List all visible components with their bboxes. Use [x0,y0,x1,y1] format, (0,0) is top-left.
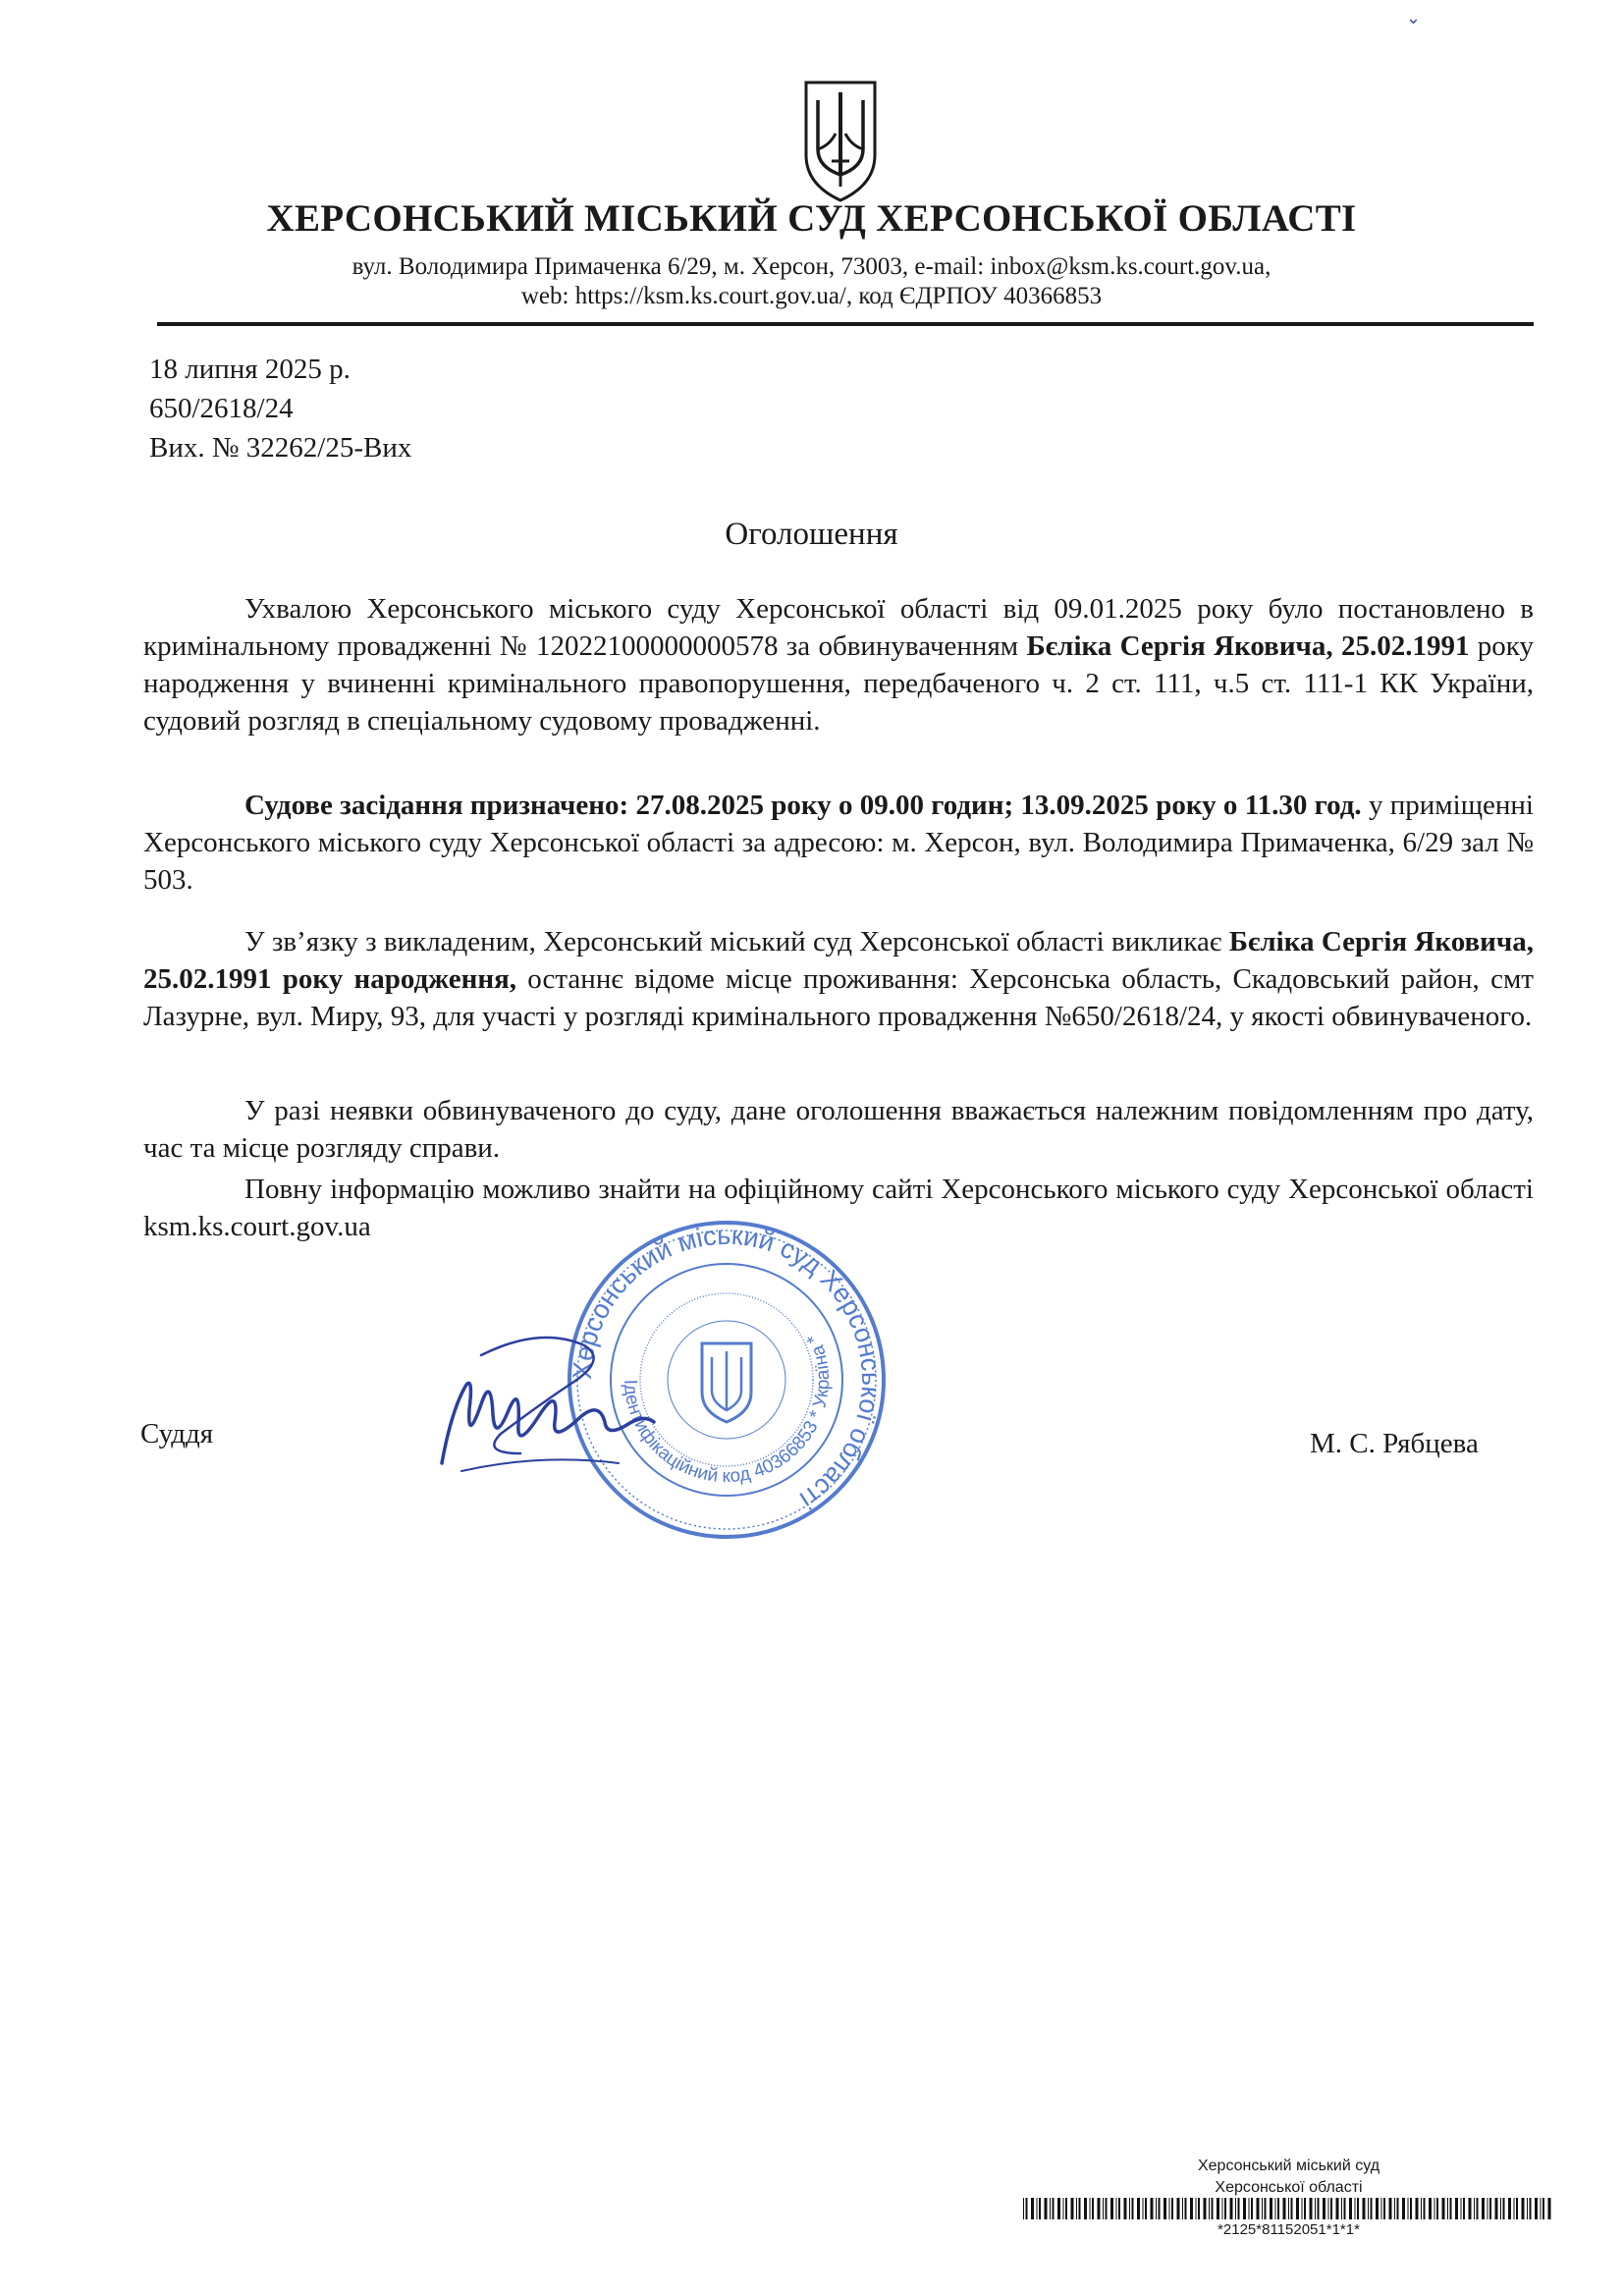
barcode-bar [1434,2198,1435,2219]
barcode-bar [1222,2198,1223,2219]
barcode-bar [1291,2198,1293,2219]
barcode-bar [1368,2198,1369,2219]
barcode-bar [1318,2198,1320,2219]
barcode-bar [1442,2198,1445,2219]
p3-text: У зв’язку з викладеним, Херсонський міський суд Херсонської області викликає [244,926,1229,957]
document-title: Оголошення [725,517,898,552]
barcode-bar [1508,2198,1511,2219]
barcode-bar [1522,2198,1525,2219]
barcode-bar [1251,2198,1253,2219]
scan-mark: ⌄ [1406,8,1422,27]
barcode-bar [1198,2198,1200,2219]
barcode-bar [1190,2198,1193,2219]
barcode-bar [1302,2198,1303,2219]
footer-court-line2: Херсонської області [1215,2179,1363,2196]
p2-text: у приміщенні Херсонського міського суду Херсонської області за адресою: м. Херсон, вул. Володимира Примаченка, 6/29 зал № 503. [143,790,1534,896]
barcode-bar [1212,2198,1214,2219]
barcode-bar [1103,2198,1104,2219]
barcode-bar [1516,2198,1518,2219]
barcode-bar [1429,2198,1432,2219]
barcode-bar [1527,2198,1528,2219]
barcode-bar [1275,2198,1276,2219]
court-title: ХЕРСОНСЬКИЙ МІСЬКИЙ СУД ХЕРСОНСЬКОЇ ОБЛАСТІ [266,197,1357,240]
barcode-bar [1436,2198,1438,2219]
barcode-bar [1098,2198,1101,2219]
barcode-bar [1381,2198,1382,2219]
barcode-bar [1315,2198,1316,2219]
barcode-bar [1336,2198,1339,2219]
barcode-bar [1408,2198,1409,2219]
barcode-bar [1410,2198,1412,2219]
barcode-bar [1053,2198,1055,2219]
barcode-bar [1124,2198,1127,2219]
barcode-bar [1283,2198,1286,2219]
barcode-bar [1402,2198,1405,2219]
header-divider [157,322,1534,326]
barcode-bar [1474,2198,1475,2219]
p3-text-end: останнє відоме місце проживання: Херсонська область, Скадовський район, смт Лазурне, вул. Миру, 93, для участі у розгляді кримінального провадження №650/2618/24, у якості обвинуваченого. [143,963,1534,1032]
court-address: вул. Володимира Примаченка 6/29, м. Херсон, 73003, e-mail: inbox@ksm.ks.court.gov.ua, [352,253,1271,280]
barcode-bar [1389,2198,1392,2219]
outgoing-number: Вих. № 32262/25-Вих [149,432,412,464]
barcode-bar [1177,2198,1180,2219]
barcode-bar [1145,2198,1147,2219]
barcode-bar [1257,2198,1260,2219]
barcode-bar [1249,2198,1250,2219]
barcode-bar [1514,2198,1515,2219]
barcode-bar [1330,2198,1332,2219]
barcode-bar [1224,2198,1226,2219]
barcode-bar [1110,2198,1113,2219]
barcode-bar [1071,2198,1074,2219]
seal-inner-text: Ідентифікаційний код 40366853 * Україна * [619,1330,835,1488]
trident-icon [796,77,885,204]
barcode-bar [1535,2198,1538,2219]
barcode-bar [1495,2198,1498,2219]
barcode-bar [1026,2198,1028,2219]
barcode-bar [1050,2198,1051,2219]
paragraph-ruling [143,590,1534,739]
barcode-bar [1169,2198,1170,2219]
barcode-bar [1277,2198,1279,2219]
barcode-bar [1500,2198,1501,2219]
barcode-bar [1416,2198,1419,2219]
p1-text-end: року народження у вчиненні кримінального правопорушення, передбаченого ч. 2 ст. 111, ч.5 ст. 111-1 КК України, судовий розгляд в спеціальному судовому провадженні. [143,630,1534,737]
barcode-bar [1129,2198,1130,2219]
barcode-bar [1296,2198,1299,2219]
barcode-bar [1092,2198,1094,2219]
barcode-bar [1137,2198,1140,2219]
barcode-bar [1548,2198,1551,2219]
barcode-bar [1118,2198,1120,2219]
barcode-bar [1163,2198,1166,2219]
barcode-bar [1461,2198,1462,2219]
barcode-bar [1270,2198,1272,2219]
barcode-bar [1209,2198,1210,2219]
barcode-bar [1230,2198,1233,2219]
court-web: web: https://ksm.ks.court.gov.ua/, код ЄДРПОУ 40366853 [520,283,1103,309]
barcode-bar [1204,2198,1207,2219]
p3-defendant: Бєліка Сергія Яковича, 25.02.1991 року народження, [143,926,1534,995]
barcode-bar [1151,2198,1154,2219]
barcode-bar [1477,2198,1479,2219]
barcode-bar [1065,2198,1067,2219]
barcode-bar [1132,2198,1134,2219]
barcode-bar [1196,2198,1197,2219]
judge-role: Суддя [140,1418,214,1449]
barcode-bar [1489,2198,1491,2219]
barcode-bar [1344,2198,1346,2219]
barcode-bar [1084,2198,1087,2219]
barcode-bar [1371,2198,1373,2219]
barcode-bar [1323,2198,1325,2219]
barcode-bar [1541,2198,1542,2219]
barcode-bar [1182,2198,1183,2219]
barcode-bar [1450,2198,1452,2219]
seal-outer-text: Херсонський міський суд Херсонської області [567,1220,887,1515]
barcode-bar [1357,2198,1359,2219]
p1-text: Ухвалою Херсонського міського суду Херсонської області від 09.01.2025 року було постановлено в кримінальному провадженні № 12022100000000578 за обвинуваченням [143,593,1534,662]
barcode-bar [1023,2198,1024,2219]
barcode-bar [1057,2198,1060,2219]
barcode-bar [1341,2198,1342,2219]
paragraph-summons [143,923,1534,1035]
barcode-bar [1482,2198,1485,2219]
case-number: 650/2618/24 [149,393,294,424]
barcode-bar [1376,2198,1379,2219]
barcode-bar [1394,2198,1395,2219]
barcode-bar [1045,2198,1048,2219]
footer-court-line1: Херсонський міський суд [1197,2158,1380,2174]
barcode-bar [1383,2198,1385,2219]
barcode-bar [1031,2198,1034,2219]
barcode-bar [1039,2198,1041,2219]
barcode-bar [1063,2198,1064,2219]
barcode-bar [1447,2198,1448,2219]
barcode-bar [1421,2198,1422,2219]
document-date: 18 липня 2025 р. [149,354,351,385]
barcode-bar [1090,2198,1091,2219]
barcode-bar [1304,2198,1306,2219]
barcode-bar [1079,2198,1081,2219]
barcode-bar [1262,2198,1263,2219]
barcode-bar [1217,2198,1219,2219]
barcode-bar [1238,2198,1240,2219]
barcode-bar [1288,2198,1289,2219]
barcode-bar [1503,2198,1505,2219]
p5-text: Повну інформацію можливо знайти на офіційному сайті Херсонського міського суду Херсонської області ksm.ks.court.gov.ua [143,1174,1534,1242]
barcode-number: *2125*81152051*1*1* [1217,2221,1360,2238]
barcode-bar [1310,2198,1313,2219]
p4-text: У разі неявки обвинуваченого до суду, дане оголошення вважається належним повідомленням про дату, час та місце розгляду справи. [143,1095,1534,1164]
barcode-bar [1469,2198,1472,2219]
barcode-bar [1243,2198,1246,2219]
barcode-bar [1363,2198,1366,2219]
judge-signature [422,1316,668,1483]
barcode-bar [1143,2198,1144,2219]
barcode-bar [1076,2198,1077,2219]
barcode-bar [1328,2198,1329,2219]
barcode-bar [1106,2198,1108,2219]
judge-name: М. С. Рябцева [1310,1428,1479,1459]
barcode-bar [1265,2198,1267,2219]
barcode-bar [1355,2198,1356,2219]
barcode-bar [1542,2198,1544,2219]
barcode-bar [1349,2198,1352,2219]
p1-defendant: Бєліка Сергія Яковича, 25.02.1991 [1026,630,1470,662]
barcode-bar [1171,2198,1173,2219]
barcode-bar [1463,2198,1465,2219]
barcode-bar [1455,2198,1458,2219]
paragraph-nonappearance [143,1092,1534,1167]
barcode-bar [1397,2198,1399,2219]
barcode [1021,2198,1556,2219]
p2-hearing-dates: Судове засідання призначено: 27.08.2025 року о 09.00 годин; 13.09.2025 року о 11.30 год. [244,790,1362,821]
barcode-bar [1159,2198,1161,2219]
barcode-bar [1037,2198,1038,2219]
barcode-bar [1156,2198,1157,2219]
barcode-bar [1530,2198,1532,2219]
barcode-bar [1185,2198,1187,2219]
paragraph-hearing [143,787,1534,899]
barcode-bar [1116,2198,1117,2219]
barcode-bar [1235,2198,1236,2219]
barcode-bar [1424,2198,1426,2219]
